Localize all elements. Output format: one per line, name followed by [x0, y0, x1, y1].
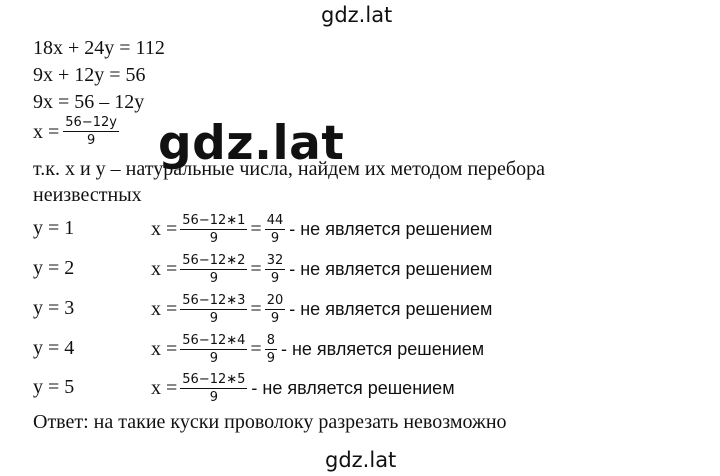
x-equals: x = — [151, 257, 178, 280]
fraction-numerator: 56−12∗5 — [182, 371, 246, 387]
watermark-center: gdz.lat — [158, 116, 345, 171]
fraction-denominator: 9 — [209, 310, 218, 326]
fraction-denominator: 9 — [209, 270, 218, 286]
x-equals: x = — [151, 297, 178, 320]
fraction-numerator: 56−12∗2 — [182, 252, 246, 268]
watermark-bottom: gdz.lat — [325, 448, 397, 472]
fraction-denominator: 9 — [86, 133, 96, 148]
text-line-natural-numbers: т.к. x и y – натуральные числа, найдем их методом перебора — [33, 158, 545, 180]
not-solution-note: - не является решением — [251, 377, 455, 398]
fraction-numerator: 56−12∗1 — [182, 212, 246, 228]
result-numerator: 32 — [266, 252, 284, 268]
fraction-numerator: 56−12∗3 — [182, 292, 246, 308]
not-solution-note: - не является решением — [280, 338, 485, 359]
equals-sign: = — [250, 297, 262, 320]
x-expression — [149, 252, 492, 286]
answer-line: Ответ: на такие куски проволоку разрезать невозможно — [33, 411, 507, 433]
not-solution-note: - не является решением — [289, 218, 493, 239]
fraction — [180, 333, 247, 366]
not-solution-note: - не является решением — [289, 258, 493, 279]
equation-line-2: 9x + 12y = 56 — [33, 64, 146, 86]
watermark-top: gdz.lat — [321, 3, 393, 27]
equals-sign: = — [250, 217, 262, 240]
result-numerator: 20 — [266, 292, 284, 308]
fraction — [180, 293, 247, 326]
result-fraction — [265, 333, 277, 366]
fraction — [180, 213, 247, 246]
x-expression — [149, 292, 492, 326]
result-denominator: 9 — [266, 350, 275, 366]
result-fraction — [265, 253, 286, 286]
y-value: y = 1 — [33, 217, 75, 239]
equation-line-1: 18x + 24y = 112 — [33, 37, 165, 59]
equation-line-3: 9x = 56 – 12y — [33, 91, 145, 113]
equation-line-4 — [33, 115, 120, 148]
x-expression — [149, 371, 455, 405]
x-equals: x = — [151, 217, 178, 240]
result-denominator: 9 — [270, 230, 280, 246]
fraction — [63, 115, 119, 148]
x-expression — [149, 212, 492, 246]
y-value: y = 3 — [33, 297, 75, 319]
result-denominator: 9 — [270, 270, 280, 286]
text-line-unknowns: неизвестных — [33, 184, 142, 206]
result-numerator: 44 — [266, 212, 284, 228]
x-equals: x = — [151, 376, 178, 399]
x-expression — [149, 332, 484, 366]
result-denominator: 9 — [270, 310, 280, 326]
fraction-denominator: 9 — [209, 230, 218, 246]
y-value: y = 4 — [33, 337, 75, 359]
result-fraction — [265, 213, 286, 246]
result-numerator: 8 — [266, 332, 275, 348]
fraction-numerator: 56−12y — [65, 115, 117, 130]
fraction-denominator: 9 — [209, 389, 218, 405]
fraction-denominator: 9 — [209, 350, 218, 366]
y-value: y = 2 — [33, 257, 75, 279]
result-fraction — [265, 293, 286, 326]
fraction — [180, 253, 247, 286]
equals-sign: = — [250, 337, 262, 360]
y-value: y = 5 — [33, 376, 75, 398]
x-equals: x = — [33, 120, 60, 143]
fraction — [180, 372, 247, 405]
x-equals: x = — [151, 337, 178, 360]
not-solution-note: - не является решением — [289, 298, 493, 319]
equals-sign: = — [250, 257, 262, 280]
fraction-numerator: 56−12∗4 — [182, 332, 246, 348]
